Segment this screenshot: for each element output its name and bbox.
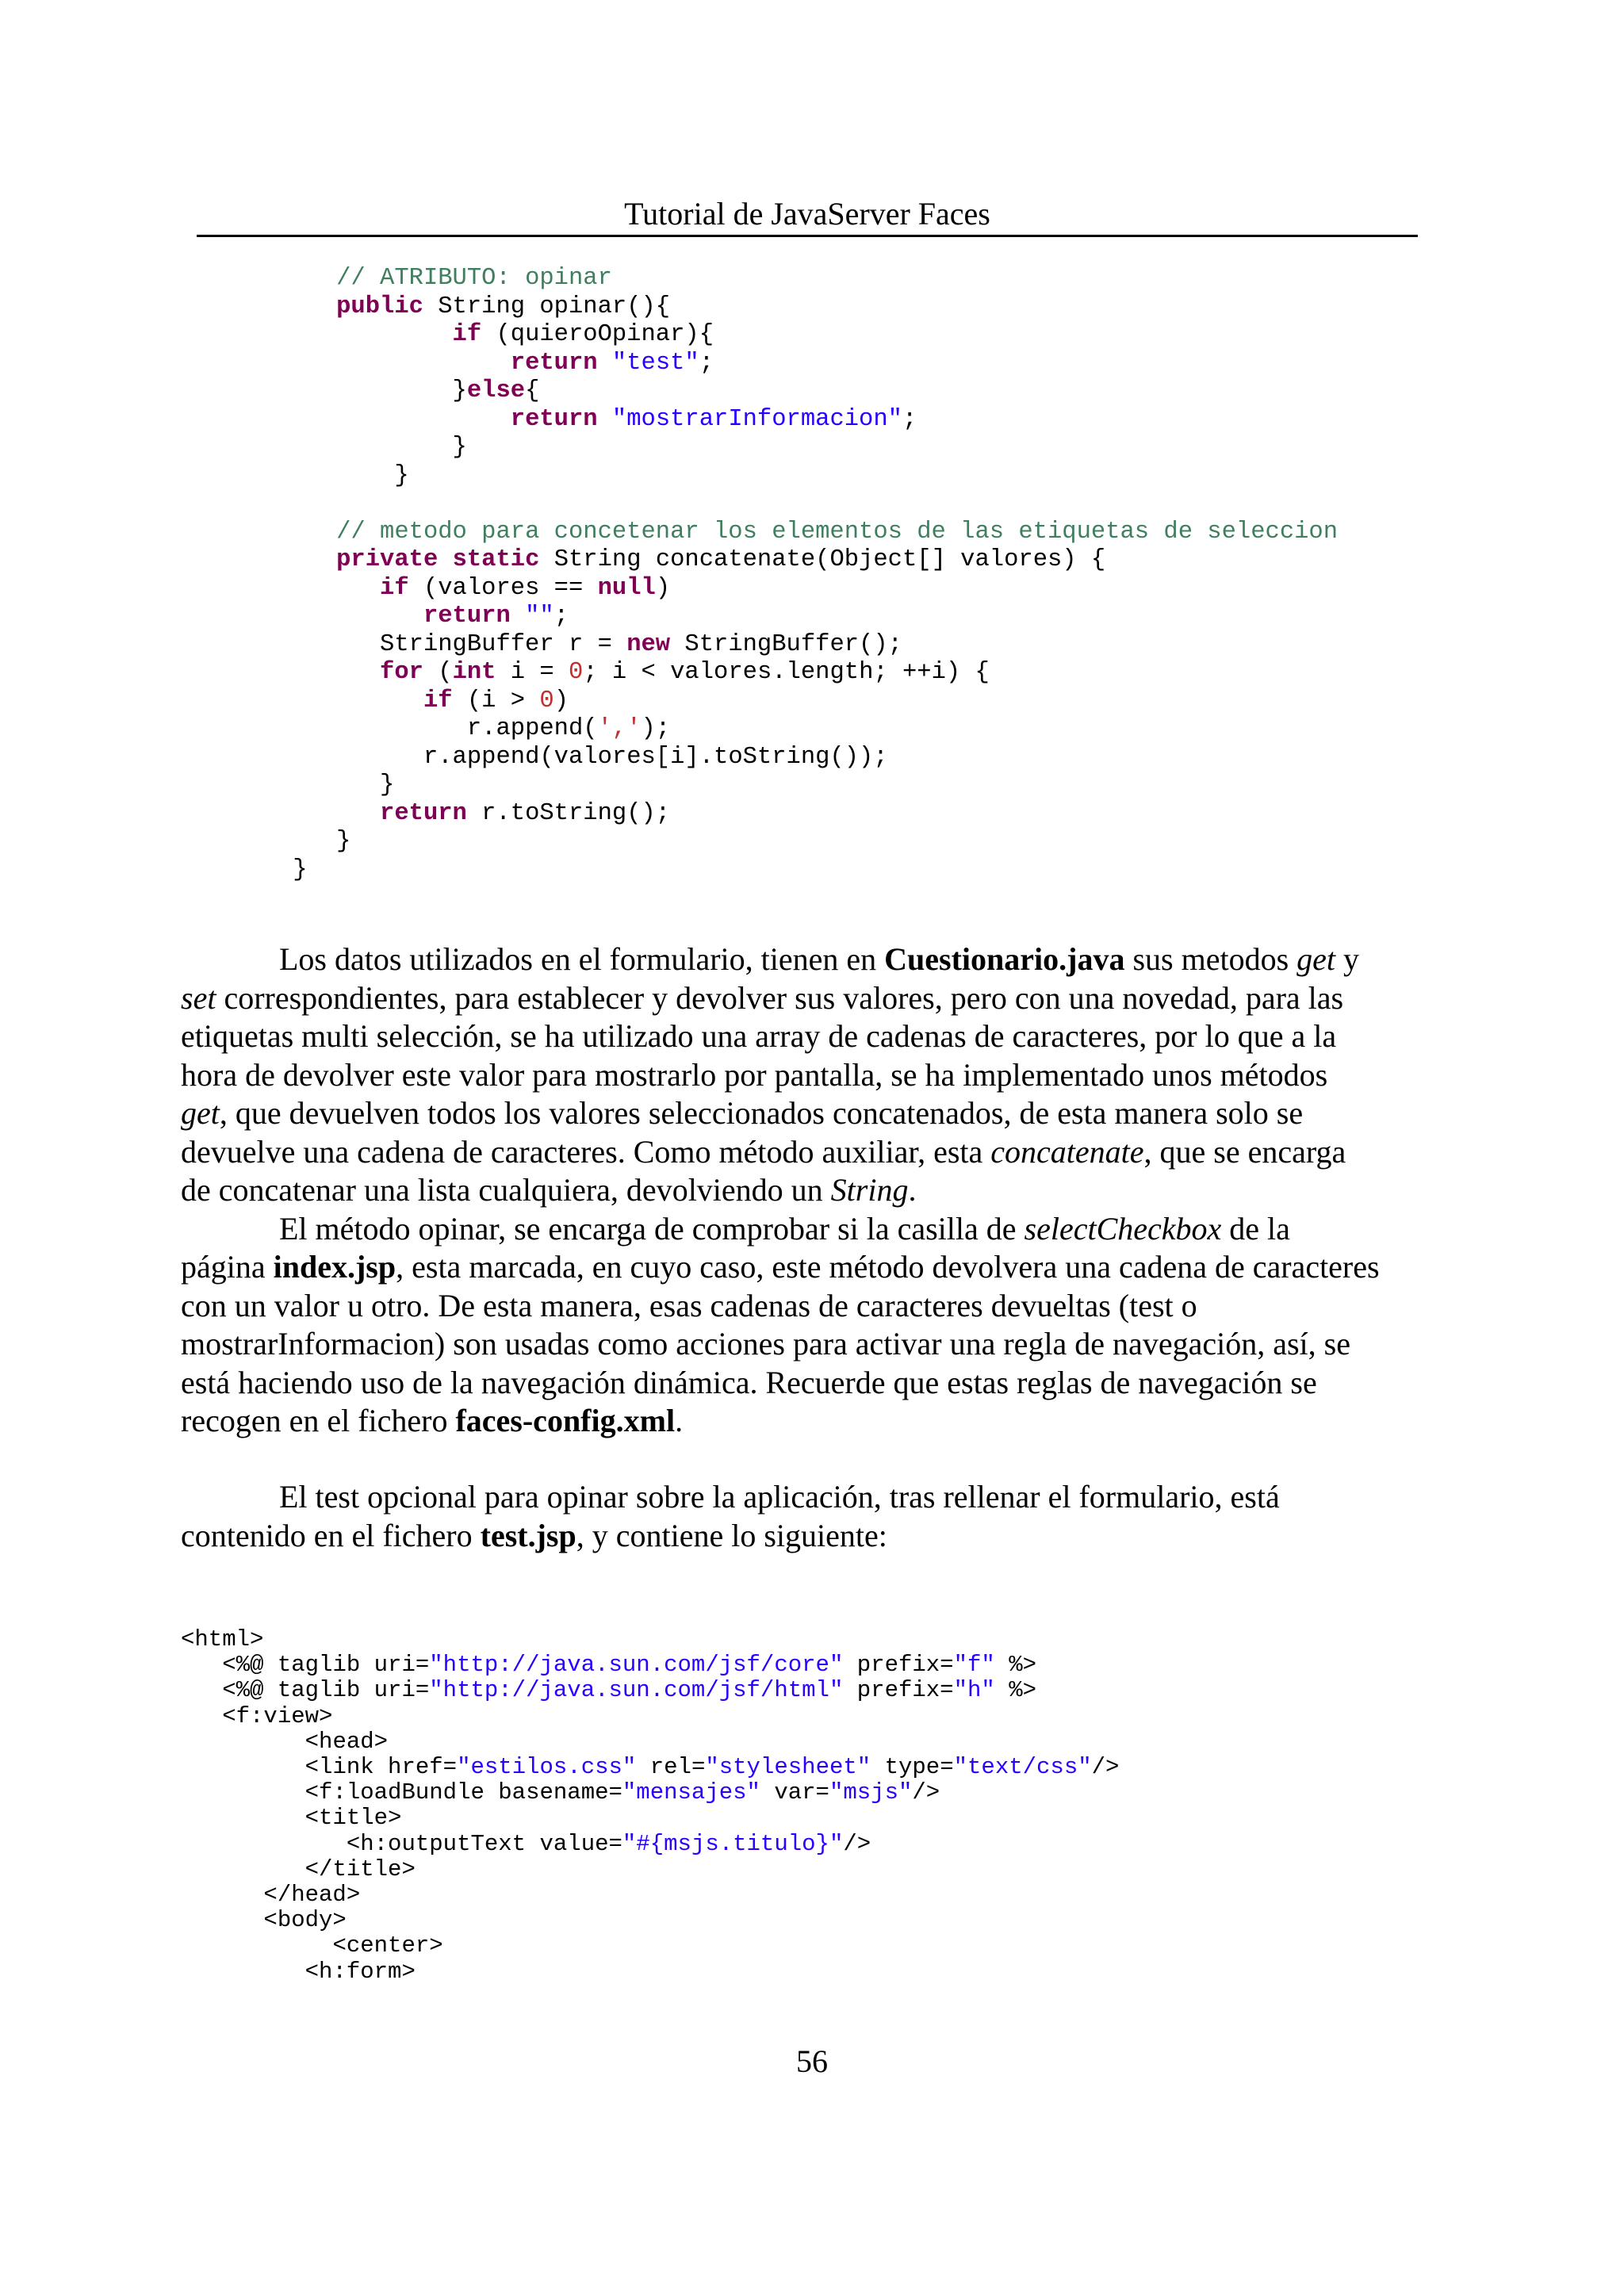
java-code-line: } xyxy=(452,434,467,461)
java-code-line: return "mostrarInformacion"; xyxy=(510,405,917,433)
java-code-line xyxy=(235,490,1338,519)
jsp-code-line: </head> xyxy=(263,1882,361,1909)
java-code-line: } xyxy=(293,856,308,883)
java-code-line: return "test"; xyxy=(510,349,714,377)
java-code-line: // ATRIBUTO: opinar xyxy=(336,265,612,292)
jsp-code-line: <%@ taglib uri="http://java.sun.com/jsf/core" prefix="f" %> xyxy=(222,1652,1037,1679)
jsp-code-line: <h:form> xyxy=(304,1958,416,1985)
text-line: con un valor u otro. De esta manera, esas cadenas de caracteres devueltas (test o xyxy=(181,1287,1197,1323)
jsp-code-line: <body> xyxy=(263,1907,347,1934)
text-line: contenido en el fichero test.jsp, y contiene lo siguiente: xyxy=(181,1517,887,1553)
java-code-line: }else{ xyxy=(452,377,540,404)
java-code-line: } xyxy=(394,461,409,489)
text-line: devuelve una cadena de caracteres. Como método auxiliar, esta concatenate, que se encarga xyxy=(181,1133,1346,1170)
java-code-line: // metodo para concetenar los elementos de las etiquetas de seleccion xyxy=(336,518,1339,546)
text-line: set correspondientes, para establecer y devolver sus valores, pero con una novedad, para las xyxy=(181,979,1344,1016)
text-line: hora de devolver este valor para mostrarlo por pantalla, se ha implementado unos métodos xyxy=(181,1056,1328,1093)
jsp-code-listing xyxy=(181,1627,1119,1985)
text-line: get, que devuelven todos los valores seleccionados concatenados, de esta manera solo se xyxy=(181,1095,1304,1131)
text-line: de concatenar una lista cualquiera, devolviendo un String. xyxy=(181,1172,917,1208)
java-code-line: r.append(valores[i].toString()); xyxy=(423,743,888,771)
body-paragraph-cuestionario xyxy=(181,940,1418,1441)
jsp-code-line: <center> xyxy=(332,1932,443,1959)
jsp-code-line: <f:view> xyxy=(222,1702,333,1729)
jsp-code-line: <head> xyxy=(304,1728,389,1755)
jsp-code-line: <h:outputText value="#{msjs.titulo}"/> xyxy=(346,1830,871,1857)
java-code-line: if (valores == null) xyxy=(380,574,671,602)
text-line: El test opcional para opinar sobre la aplicación, tras rellenar el formulario, está xyxy=(279,1479,1280,1515)
java-code-line: return r.toString(); xyxy=(380,799,671,827)
java-code-line: for (int i = 0; i < valores.length; ++i) { xyxy=(380,659,990,686)
jsp-code-line: <%@ taglib uri="http://java.sun.com/jsf/html" prefix="h" %> xyxy=(222,1677,1037,1704)
java-code-line: if (quieroOpinar){ xyxy=(452,321,714,348)
java-code-listing xyxy=(235,265,1338,884)
page-number: 56 xyxy=(796,2043,828,2079)
text-line: está haciendo uso de la navegación dinámica. Recuerde que estas reglas de navegación se xyxy=(181,1364,1317,1400)
java-code-line: } xyxy=(336,828,351,855)
java-code-line: r.append(','); xyxy=(466,715,671,742)
page-header-title: Tutorial de JavaServer Faces xyxy=(624,196,990,232)
jsp-code-line: <html> xyxy=(181,1626,264,1653)
text-line: mostrarInformacion) son usadas como acciones para activar una regla de navegación, así, se xyxy=(181,1326,1350,1361)
java-code-line: public String opinar(){ xyxy=(336,293,671,320)
body-paragraph-test-jsp xyxy=(181,1478,1418,1555)
jsp-code-line: <link href="estilos.css" rel="stylesheet" type="text/css"/> xyxy=(304,1754,1120,1781)
page-header xyxy=(197,197,1418,237)
jsp-code-line: <title> xyxy=(304,1805,402,1832)
text-line: El método opinar, se encarga de comprobar si la casilla de selectCheckbox de la xyxy=(279,1210,1290,1247)
text-line: etiquetas multi selección, se ha utilizado una array de cadenas de caracteres, por lo que a la xyxy=(181,1018,1337,1054)
java-code-line: if (i > 0) xyxy=(423,687,569,714)
java-code-line: private static String concatenate(Object[] valores) { xyxy=(336,546,1106,573)
text-line: recogen en el fichero faces-config.xml. xyxy=(181,1403,684,1438)
text-line: página index.jsp, esta marcada, en cuyo caso, este método devolvera una cadena de caracteres xyxy=(181,1249,1380,1285)
java-code-line: return ""; xyxy=(423,603,569,630)
java-code-line: StringBuffer r = new StringBuffer(); xyxy=(380,630,902,658)
text-line: Los datos utilizados en el formulario, tienen en Cuestionario.java sus metodos get y xyxy=(279,941,1360,977)
jsp-code-line: </title> xyxy=(304,1855,416,1882)
jsp-code-line: <f:loadBundle basename="mensajes" var="msjs"/> xyxy=(304,1779,940,1806)
java-code-line: } xyxy=(380,772,395,798)
